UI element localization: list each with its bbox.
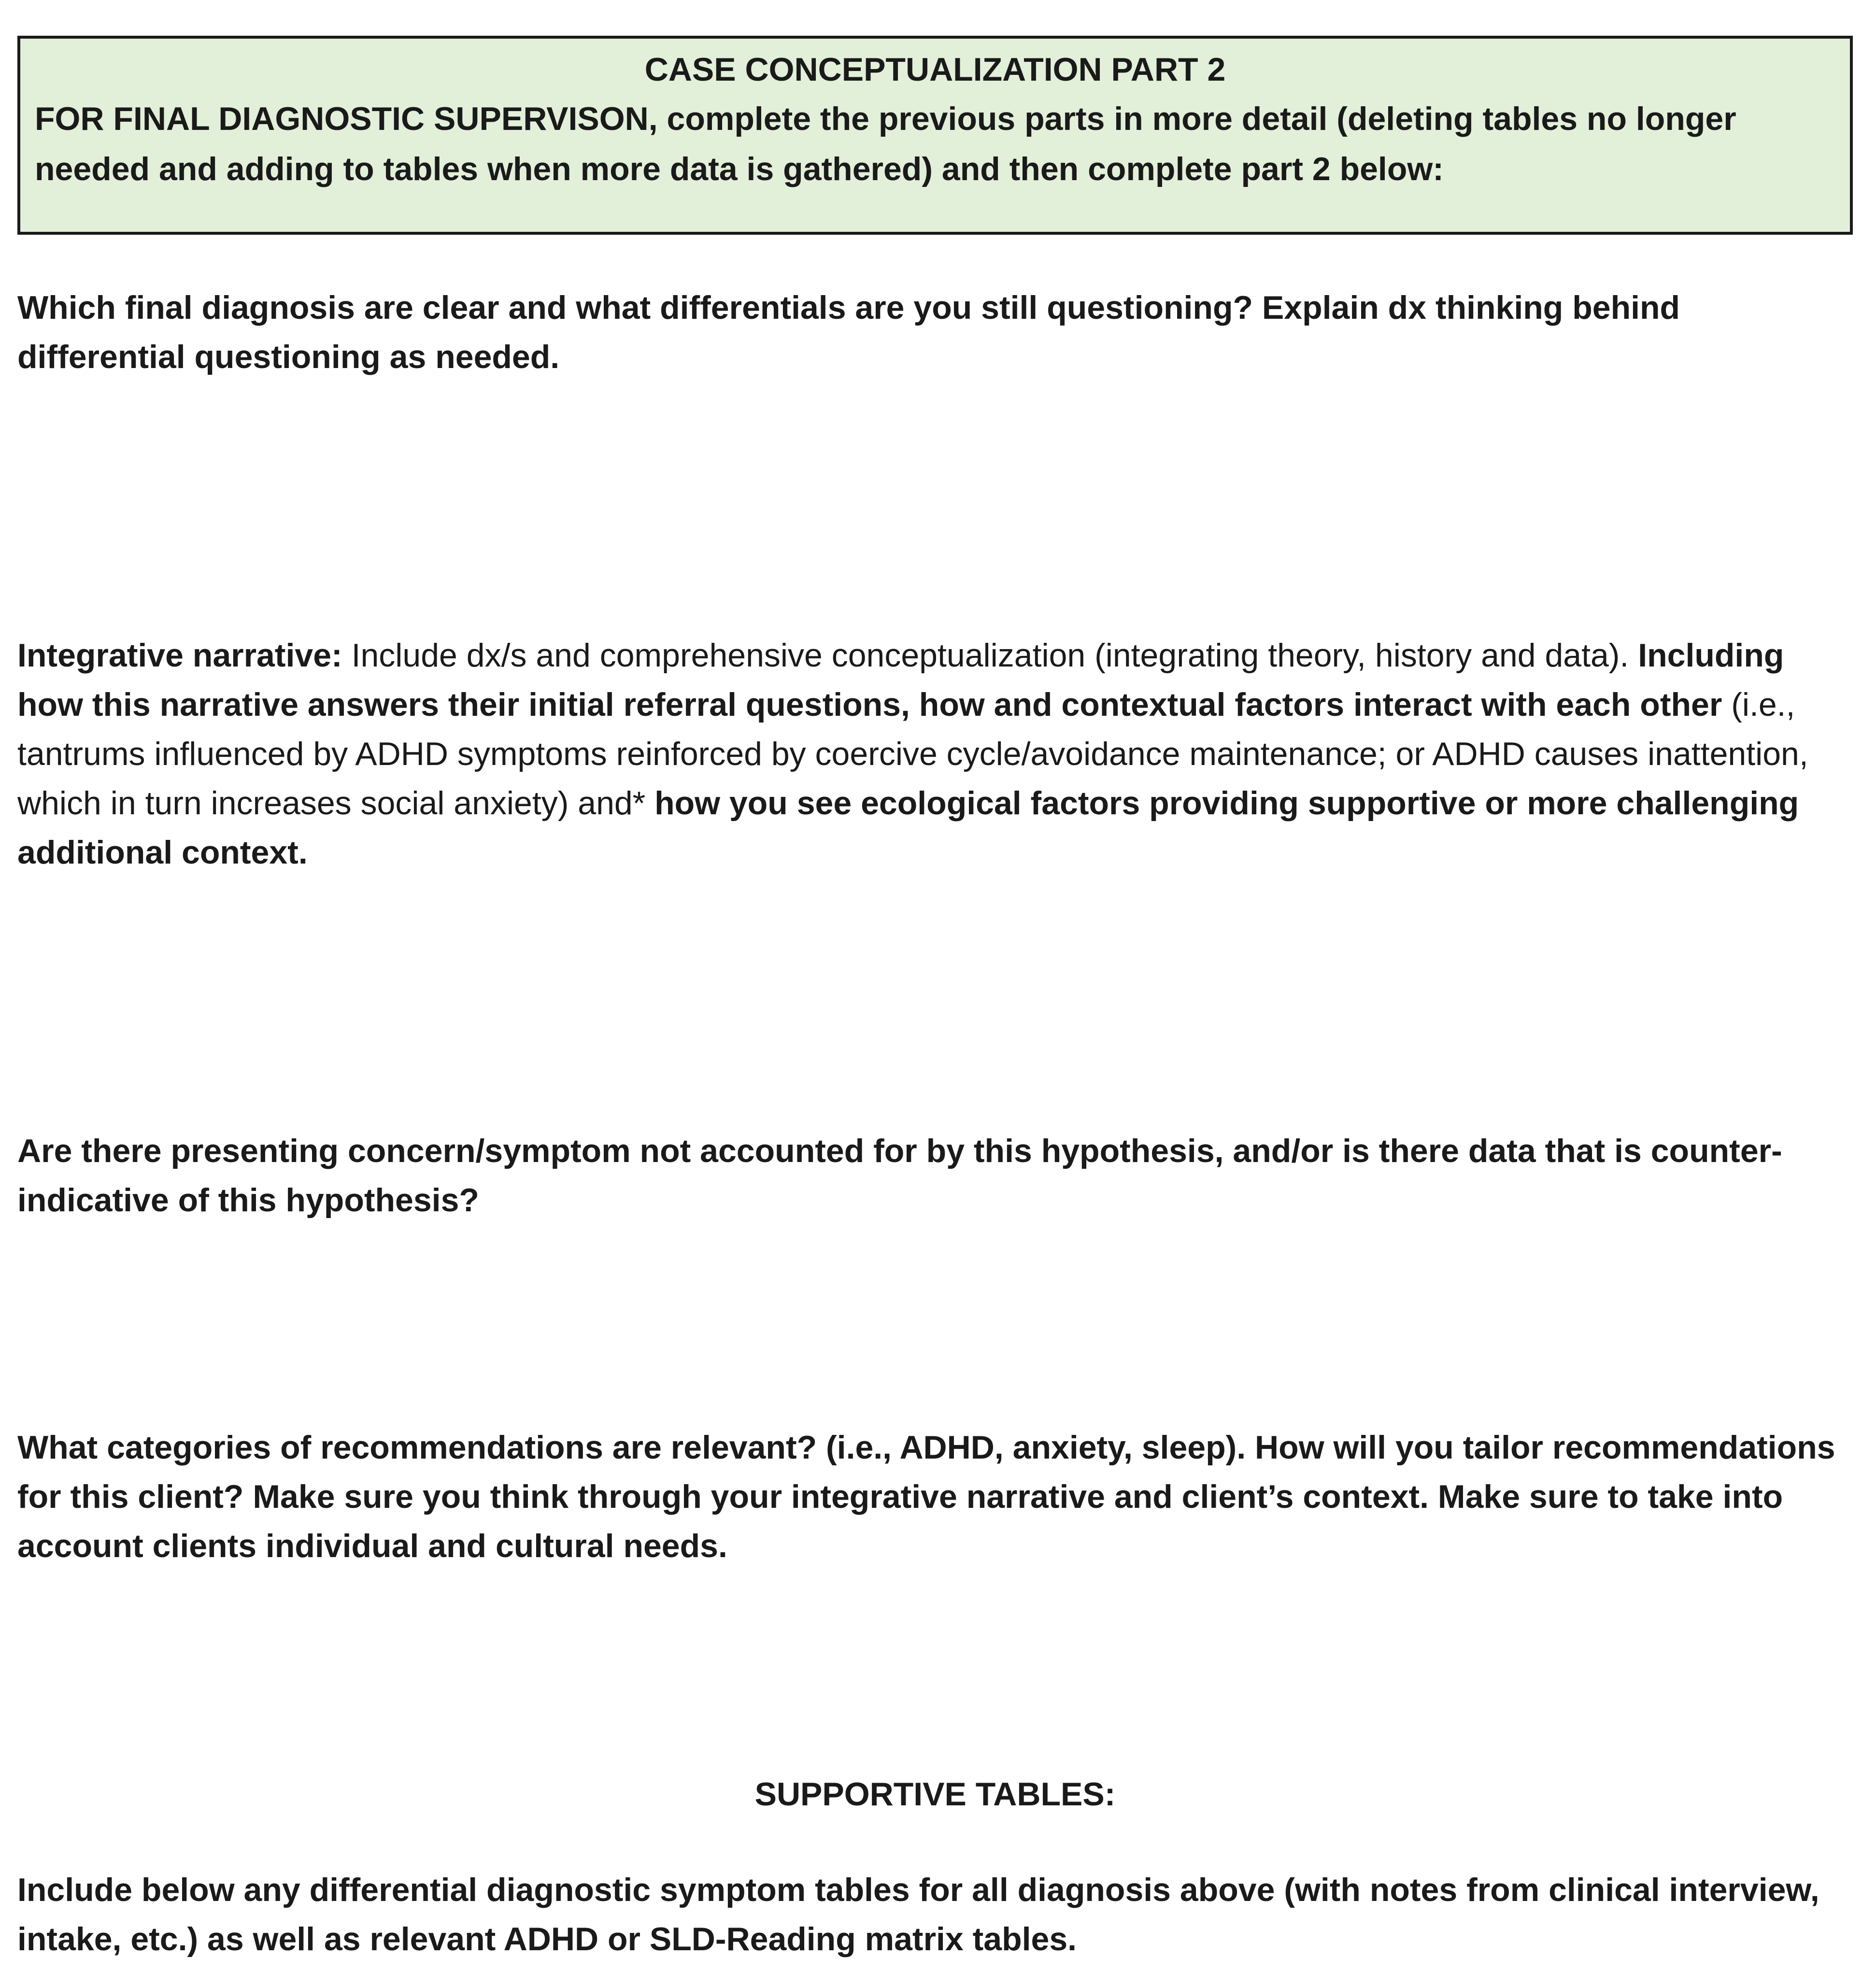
question-integrative-narrative [17, 631, 1853, 877]
question-recommendations: What categories of recommendations are relevant? (i.e., ADHD, anxiety, sleep). How will you tailor recommendations for this client? Make sure you think through your integrative narrative and client’s context. Make sure to take into account clients individual and cultural needs. [17, 1429, 1835, 1564]
part2-header-box [17, 36, 1853, 235]
question-final-diagnosis: Which final diagnosis are clear and what differentials are you still questioning? Explain dx thinking behind differential questioning as needed. [17, 289, 1680, 375]
integrative-narrative-label: Integrative narrative: [17, 637, 342, 674]
supportive-tables-instruction: Include below any differential diagnostic symptom tables for all diagnosis above (with notes from clinical interview, intake, etc.) as well as relevant ADHD or SLD-Reading matrix tables. [17, 1872, 1819, 1957]
integrative-narrative-part1: Include dx/s and comprehensive conceptualization (integrating theory, history and data). [342, 637, 1638, 674]
document-page [17, 36, 1853, 1957]
integrative-narrative-part4: how you see ecological factors providing supportive or more challenging additional context. [17, 785, 1799, 871]
integrative-narrative-part2: Including how this narrative answers their initial referral questions, how and contextual factors interact with each other [17, 637, 1784, 723]
integrative-narrative-part3: (i.e., tantrums influenced by ADHD symptoms reinforced by coercive cycle/avoidance maintenance; or ADHD causes inattention, which in turn increases social anxiety) and* [17, 686, 1808, 822]
supportive-tables-heading: SUPPORTIVE TABLES: [754, 1776, 1116, 1813]
question-unaccounted-symptoms: Are there presenting concern/symptom not accounted for by this hypothesis, and/or is there data that is counter-indicative of this hypothesis? [17, 1133, 1782, 1219]
header-instruction: FOR FINAL DIAGNOSTIC SUPERVISON, complete the previous parts in more detail (deleting tables no longer needed and adding to tables when more data is gathered) and then complete part 2 below: [35, 100, 1736, 187]
header-title: CASE CONCEPTUALIZATION PART 2 [644, 51, 1226, 88]
